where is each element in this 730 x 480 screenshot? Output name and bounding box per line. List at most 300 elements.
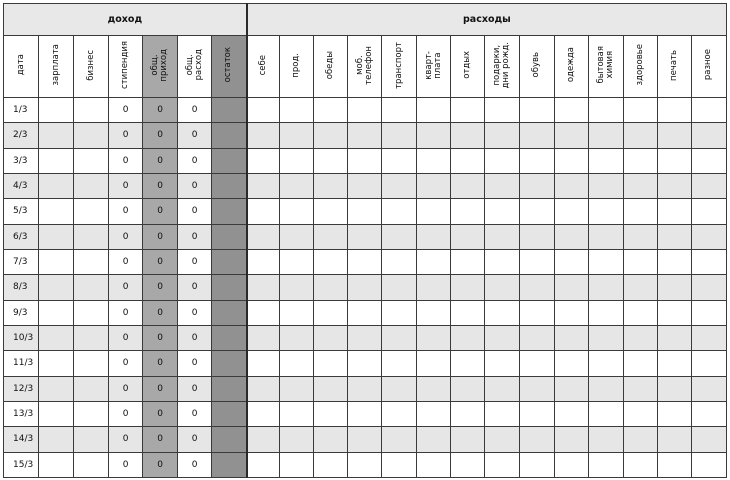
salary-cell[interactable]	[39, 325, 74, 350]
expense-cell-12[interactable]	[657, 275, 691, 300]
expense-cell-7[interactable]	[485, 224, 519, 249]
stipend-cell[interactable]: 0	[109, 123, 143, 148]
expense-cell-1[interactable]	[280, 351, 314, 376]
business-cell[interactable]	[74, 427, 109, 452]
expense-cell-2[interactable]	[314, 351, 348, 376]
expense-cell-1[interactable]	[280, 224, 314, 249]
salary-cell[interactable]	[39, 452, 74, 477]
expense-cell-5[interactable]	[417, 199, 451, 224]
expense-cell-8[interactable]	[519, 351, 554, 376]
expense-cell-11[interactable]	[623, 401, 657, 426]
expense-cell-4[interactable]	[382, 325, 417, 350]
expense-cell-9[interactable]	[554, 98, 588, 123]
total-expense-cell: 0	[178, 148, 212, 173]
expense-cell-4[interactable]	[382, 275, 417, 300]
expense-cell-7[interactable]	[485, 325, 519, 350]
expense-cell-1[interactable]	[280, 376, 314, 401]
col-salary-label: зарплата	[50, 44, 61, 86]
expense-cell-1[interactable]	[280, 452, 314, 477]
expense-cell-3[interactable]	[348, 173, 382, 198]
expense-cell-12[interactable]	[657, 401, 691, 426]
expense-cell-13[interactable]	[691, 199, 726, 224]
table-row	[4, 123, 727, 148]
ledger-body	[4, 98, 727, 478]
expense-cell-4[interactable]	[382, 427, 417, 452]
expense-cell-9[interactable]	[554, 275, 588, 300]
expense-cell-0[interactable]	[247, 224, 280, 249]
expense-cell-1[interactable]	[280, 325, 314, 350]
business-cell[interactable]	[74, 401, 109, 426]
col-expense-6-label: отдых	[462, 51, 473, 79]
stipend-cell[interactable]: 0	[109, 300, 143, 325]
expense-cell-9[interactable]	[554, 148, 588, 173]
expense-cell-5[interactable]	[417, 249, 451, 274]
expense-cell-13[interactable]	[691, 376, 726, 401]
expense-cell-2[interactable]	[314, 275, 348, 300]
table-row	[4, 249, 727, 274]
expense-cell-10[interactable]	[588, 199, 623, 224]
expense-cell-3[interactable]	[348, 452, 382, 477]
expense-cell-8[interactable]	[519, 148, 554, 173]
expense-cell-12[interactable]	[657, 351, 691, 376]
salary-cell[interactable]	[39, 224, 74, 249]
stipend-cell[interactable]: 0	[109, 224, 143, 249]
expense-cell-3[interactable]	[348, 123, 382, 148]
expense-cell-4[interactable]	[382, 173, 417, 198]
salary-cell[interactable]	[39, 275, 74, 300]
expense-cell-3[interactable]	[348, 376, 382, 401]
expense-cell-7[interactable]	[485, 427, 519, 452]
expense-cell-7[interactable]	[485, 249, 519, 274]
expense-cell-2[interactable]	[314, 249, 348, 274]
expense-cell-6[interactable]	[451, 427, 485, 452]
expense-cell-0[interactable]	[247, 427, 280, 452]
expense-cell-5[interactable]	[417, 300, 451, 325]
expense-cell-9[interactable]	[554, 300, 588, 325]
stipend-cell[interactable]: 0	[109, 148, 143, 173]
expense-cell-13[interactable]	[691, 351, 726, 376]
expense-cell-13[interactable]	[691, 123, 726, 148]
col-total-income-label: общ. приход	[150, 48, 170, 82]
expense-cell-9[interactable]	[554, 249, 588, 274]
expense-cell-3[interactable]	[348, 325, 382, 350]
expense-cell-9[interactable]	[554, 123, 588, 148]
col-expense-9-label: одежда	[565, 47, 576, 83]
income-group-header: доход	[4, 4, 247, 36]
expense-cell-12[interactable]	[657, 249, 691, 274]
table-row	[4, 401, 727, 426]
expense-cell-6[interactable]	[451, 401, 485, 426]
col-stipend-label: стипендия	[120, 40, 131, 89]
expense-cell-10[interactable]	[588, 224, 623, 249]
expense-cell-10[interactable]	[588, 351, 623, 376]
expense-cell-0[interactable]	[247, 325, 280, 350]
expense-cell-11[interactable]	[623, 98, 657, 123]
stipend-cell[interactable]: 0	[109, 249, 143, 274]
business-cell[interactable]	[74, 148, 109, 173]
business-cell[interactable]	[74, 275, 109, 300]
expense-cell-13[interactable]	[691, 224, 726, 249]
expense-cell-11[interactable]	[623, 300, 657, 325]
expense-cell-9[interactable]	[554, 325, 588, 350]
expense-cell-3[interactable]	[348, 401, 382, 426]
expense-cell-0[interactable]	[247, 275, 280, 300]
business-cell[interactable]	[74, 98, 109, 123]
expense-cell-13[interactable]	[691, 452, 726, 477]
expense-cell-9[interactable]	[554, 401, 588, 426]
expense-cell-0[interactable]	[247, 452, 280, 477]
table-row	[4, 98, 727, 123]
stipend-cell[interactable]: 0	[109, 452, 143, 477]
business-cell[interactable]	[74, 249, 109, 274]
col-expense-7-header	[485, 36, 519, 98]
expense-cell-3[interactable]	[348, 427, 382, 452]
expense-cell-4[interactable]	[382, 452, 417, 477]
expense-cell-10[interactable]	[588, 173, 623, 198]
expense-cell-13[interactable]	[691, 148, 726, 173]
expense-cell-10[interactable]	[588, 401, 623, 426]
stipend-cell[interactable]: 0	[109, 173, 143, 198]
expense-cell-1[interactable]	[280, 123, 314, 148]
expense-cell-2[interactable]	[314, 452, 348, 477]
stipend-cell[interactable]: 0	[109, 351, 143, 376]
expense-cell-3[interactable]	[348, 98, 382, 123]
business-cell[interactable]	[74, 199, 109, 224]
expense-cell-2[interactable]	[314, 325, 348, 350]
expense-cell-12[interactable]	[657, 98, 691, 123]
expense-cell-12[interactable]	[657, 173, 691, 198]
expense-cell-6[interactable]	[451, 351, 485, 376]
col-expense-8-label: обувь	[531, 52, 542, 78]
expense-cell-12[interactable]	[657, 376, 691, 401]
expense-cell-3[interactable]	[348, 199, 382, 224]
expense-cell-1[interactable]	[280, 275, 314, 300]
salary-cell[interactable]	[39, 148, 74, 173]
salary-cell[interactable]	[39, 123, 74, 148]
expense-cell-2[interactable]	[314, 401, 348, 426]
business-cell[interactable]	[74, 452, 109, 477]
expense-cell-11[interactable]	[623, 376, 657, 401]
date-cell: 11/3	[4, 351, 39, 376]
salary-cell[interactable]	[39, 98, 74, 123]
expense-cell-5[interactable]	[417, 376, 451, 401]
expense-cell-7[interactable]	[485, 351, 519, 376]
total-expense-cell: 0	[178, 224, 212, 249]
expense-cell-4[interactable]	[382, 351, 417, 376]
expense-cell-2[interactable]	[314, 148, 348, 173]
expense-cell-6[interactable]	[451, 249, 485, 274]
expense-cell-8[interactable]	[519, 376, 554, 401]
expense-cell-0[interactable]	[247, 173, 280, 198]
total-income-cell: 0	[143, 199, 178, 224]
expense-cell-4[interactable]	[382, 249, 417, 274]
expense-cell-13[interactable]	[691, 173, 726, 198]
col-total-expense-header	[178, 36, 212, 98]
expense-cell-2[interactable]	[314, 123, 348, 148]
expense-cell-5[interactable]	[417, 173, 451, 198]
expense-cell-13[interactable]	[691, 401, 726, 426]
expense-cell-8[interactable]	[519, 325, 554, 350]
expense-cell-11[interactable]	[623, 275, 657, 300]
expense-cell-6[interactable]	[451, 173, 485, 198]
business-cell[interactable]	[74, 325, 109, 350]
balance-cell	[212, 401, 247, 426]
expense-cell-8[interactable]	[519, 275, 554, 300]
expense-cell-7[interactable]	[485, 401, 519, 426]
expense-cell-10[interactable]	[588, 376, 623, 401]
business-cell[interactable]	[74, 123, 109, 148]
expense-cell-8[interactable]	[519, 224, 554, 249]
salary-cell[interactable]	[39, 199, 74, 224]
expense-cell-1[interactable]	[280, 249, 314, 274]
business-cell[interactable]	[74, 351, 109, 376]
expense-cell-4[interactable]	[382, 401, 417, 426]
expense-cell-7[interactable]	[485, 199, 519, 224]
expense-cell-4[interactable]	[382, 123, 417, 148]
salary-cell[interactable]	[39, 173, 74, 198]
expense-cell-6[interactable]	[451, 224, 485, 249]
expense-cell-11[interactable]	[623, 224, 657, 249]
expense-cell-5[interactable]	[417, 123, 451, 148]
expense-cell-4[interactable]	[382, 376, 417, 401]
expense-cell-0[interactable]	[247, 123, 280, 148]
table-row	[4, 199, 727, 224]
col-expense-4-label: транспорт	[393, 41, 404, 89]
expense-cell-0[interactable]	[247, 376, 280, 401]
group-header-row	[4, 4, 727, 36]
expense-cell-8[interactable]	[519, 249, 554, 274]
expense-cell-1[interactable]	[280, 98, 314, 123]
expense-cell-9[interactable]	[554, 376, 588, 401]
expense-cell-11[interactable]	[623, 199, 657, 224]
expense-cell-8[interactable]	[519, 199, 554, 224]
expense-cell-9[interactable]	[554, 452, 588, 477]
expense-cell-8[interactable]	[519, 173, 554, 198]
expense-cell-12[interactable]	[657, 325, 691, 350]
expense-cell-13[interactable]	[691, 325, 726, 350]
expense-cell-10[interactable]	[588, 98, 623, 123]
salary-cell[interactable]	[39, 300, 74, 325]
business-cell[interactable]	[74, 376, 109, 401]
expense-cell-7[interactable]	[485, 173, 519, 198]
business-cell[interactable]	[74, 300, 109, 325]
expense-cell-11[interactable]	[623, 148, 657, 173]
stipend-cell[interactable]: 0	[109, 199, 143, 224]
expense-cell-3[interactable]	[348, 148, 382, 173]
expense-cell-0[interactable]	[247, 249, 280, 274]
expense-cell-9[interactable]	[554, 224, 588, 249]
total-income-cell: 0	[143, 376, 178, 401]
expense-cell-1[interactable]	[280, 199, 314, 224]
expense-cell-2[interactable]	[314, 98, 348, 123]
stipend-cell[interactable]: 0	[109, 376, 143, 401]
expense-cell-1[interactable]	[280, 173, 314, 198]
expense-cell-1[interactable]	[280, 148, 314, 173]
stipend-cell[interactable]: 0	[109, 401, 143, 426]
salary-cell[interactable]	[39, 427, 74, 452]
expense-cell-2[interactable]	[314, 376, 348, 401]
expense-cell-7[interactable]	[485, 300, 519, 325]
expense-cell-8[interactable]	[519, 401, 554, 426]
expenses-group-header: расходы	[247, 4, 727, 36]
expense-cell-4[interactable]	[382, 224, 417, 249]
expense-cell-5[interactable]	[417, 148, 451, 173]
expense-cell-1[interactable]	[280, 401, 314, 426]
expense-cell-2[interactable]	[314, 300, 348, 325]
expense-cell-5[interactable]	[417, 98, 451, 123]
expense-cell-5[interactable]	[417, 224, 451, 249]
table-row	[4, 300, 727, 325]
expense-cell-0[interactable]	[247, 98, 280, 123]
expense-cell-10[interactable]	[588, 300, 623, 325]
expense-cell-1[interactable]	[280, 300, 314, 325]
expense-cell-11[interactable]	[623, 123, 657, 148]
expense-cell-8[interactable]	[519, 427, 554, 452]
expense-cell-5[interactable]	[417, 351, 451, 376]
expense-cell-10[interactable]	[588, 427, 623, 452]
expense-cell-4[interactable]	[382, 148, 417, 173]
expense-cell-0[interactable]	[247, 401, 280, 426]
expense-cell-2[interactable]	[314, 224, 348, 249]
col-total-expense-label: общ. расход	[184, 49, 204, 81]
expense-cell-2[interactable]	[314, 173, 348, 198]
expense-cell-2[interactable]	[314, 199, 348, 224]
stipend-cell[interactable]: 0	[109, 427, 143, 452]
expense-cell-8[interactable]	[519, 123, 554, 148]
expense-cell-6[interactable]	[451, 376, 485, 401]
balance-cell	[212, 300, 247, 325]
expense-cell-6[interactable]	[451, 452, 485, 477]
expense-cell-12[interactable]	[657, 224, 691, 249]
date-cell: 9/3	[4, 300, 39, 325]
expense-cell-6[interactable]	[451, 98, 485, 123]
expense-cell-10[interactable]	[588, 452, 623, 477]
expense-cell-3[interactable]	[348, 300, 382, 325]
total-income-cell: 0	[143, 401, 178, 426]
expense-cell-6[interactable]	[451, 300, 485, 325]
stipend-cell[interactable]: 0	[109, 275, 143, 300]
business-cell[interactable]	[74, 224, 109, 249]
expense-cell-4[interactable]	[382, 300, 417, 325]
balance-cell	[212, 173, 247, 198]
expense-cell-5[interactable]	[417, 275, 451, 300]
salary-cell[interactable]	[39, 376, 74, 401]
col-expense-7-label: подарки, дни рожд.	[492, 41, 511, 89]
expense-cell-12[interactable]	[657, 300, 691, 325]
expense-cell-7[interactable]	[485, 98, 519, 123]
expense-cell-3[interactable]	[348, 275, 382, 300]
business-cell[interactable]	[74, 173, 109, 198]
table-row	[4, 173, 727, 198]
expense-cell-9[interactable]	[554, 351, 588, 376]
expense-cell-13[interactable]	[691, 98, 726, 123]
expense-cell-11[interactable]	[623, 427, 657, 452]
total-income-cell: 0	[143, 300, 178, 325]
expense-cell-8[interactable]	[519, 300, 554, 325]
expense-cell-6[interactable]	[451, 325, 485, 350]
expense-cell-10[interactable]	[588, 275, 623, 300]
table-row	[4, 148, 727, 173]
expense-cell-11[interactable]	[623, 173, 657, 198]
stipend-cell[interactable]: 0	[109, 325, 143, 350]
expense-cell-10[interactable]	[588, 325, 623, 350]
expense-cell-1[interactable]	[280, 427, 314, 452]
expense-cell-7[interactable]	[485, 148, 519, 173]
expense-cell-11[interactable]	[623, 249, 657, 274]
expense-cell-12[interactable]	[657, 427, 691, 452]
salary-cell[interactable]	[39, 401, 74, 426]
expense-cell-10[interactable]	[588, 123, 623, 148]
expense-cell-0[interactable]	[247, 199, 280, 224]
expense-cell-6[interactable]	[451, 275, 485, 300]
expense-cell-5[interactable]	[417, 452, 451, 477]
expense-cell-4[interactable]	[382, 98, 417, 123]
expense-cell-11[interactable]	[623, 351, 657, 376]
expense-cell-2[interactable]	[314, 427, 348, 452]
expense-cell-13[interactable]	[691, 275, 726, 300]
expense-cell-12[interactable]	[657, 148, 691, 173]
balance-cell	[212, 148, 247, 173]
expense-cell-8[interactable]	[519, 98, 554, 123]
expense-cell-5[interactable]	[417, 427, 451, 452]
expense-cell-10[interactable]	[588, 249, 623, 274]
expense-cell-6[interactable]	[451, 199, 485, 224]
expense-cell-11[interactable]	[623, 325, 657, 350]
expense-cell-8[interactable]	[519, 452, 554, 477]
expense-cell-13[interactable]	[691, 427, 726, 452]
expense-cell-0[interactable]	[247, 148, 280, 173]
expense-cell-3[interactable]	[348, 249, 382, 274]
expense-cell-12[interactable]	[657, 452, 691, 477]
expense-cell-6[interactable]	[451, 123, 485, 148]
expense-cell-13[interactable]	[691, 300, 726, 325]
col-expense-12-header	[657, 36, 691, 98]
expense-cell-7[interactable]	[485, 452, 519, 477]
expense-cell-3[interactable]	[348, 224, 382, 249]
date-cell: 7/3	[4, 249, 39, 274]
expense-cell-5[interactable]	[417, 401, 451, 426]
expense-cell-5[interactable]	[417, 325, 451, 350]
col-stipend-header	[109, 36, 143, 98]
date-cell: 4/3	[4, 173, 39, 198]
salary-cell[interactable]	[39, 249, 74, 274]
expense-cell-6[interactable]	[451, 148, 485, 173]
expense-cell-0[interactable]	[247, 351, 280, 376]
col-expense-2-header	[314, 36, 348, 98]
expense-cell-10[interactable]	[588, 148, 623, 173]
balance-cell	[212, 376, 247, 401]
expense-cell-12[interactable]	[657, 123, 691, 148]
expense-cell-12[interactable]	[657, 199, 691, 224]
expense-cell-0[interactable]	[247, 300, 280, 325]
expense-cell-7[interactable]	[485, 123, 519, 148]
expense-cell-7[interactable]	[485, 275, 519, 300]
total-income-cell: 0	[143, 224, 178, 249]
expense-cell-3[interactable]	[348, 351, 382, 376]
expense-cell-13[interactable]	[691, 249, 726, 274]
expense-cell-9[interactable]	[554, 199, 588, 224]
expense-cell-9[interactable]	[554, 173, 588, 198]
expense-cell-7[interactable]	[485, 376, 519, 401]
stipend-cell[interactable]: 0	[109, 98, 143, 123]
total-income-cell: 0	[143, 98, 178, 123]
expense-cell-4[interactable]	[382, 199, 417, 224]
date-cell: 1/3	[4, 98, 39, 123]
expense-cell-11[interactable]	[623, 452, 657, 477]
col-total-income-header	[143, 36, 178, 98]
salary-cell[interactable]	[39, 351, 74, 376]
expense-cell-9[interactable]	[554, 427, 588, 452]
